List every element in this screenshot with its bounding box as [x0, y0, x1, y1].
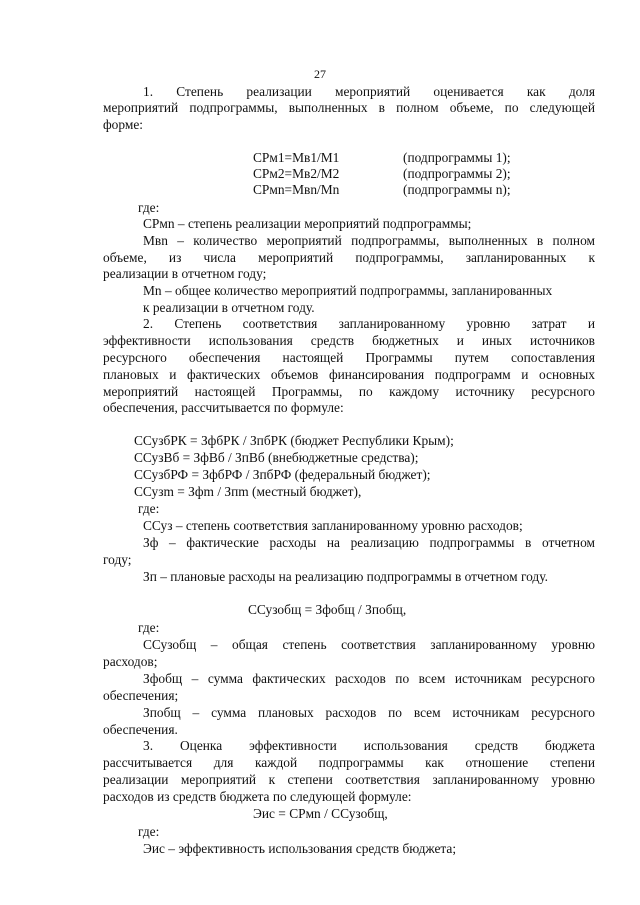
formula-srmn: СРмn=Мвn/Мn — [253, 182, 340, 197]
formula-srm2-note: (подпрограммы 2); — [403, 166, 511, 181]
s1-line3: форме: — [103, 117, 144, 132]
def-zfobsch-line2: обеспечения; — [103, 688, 179, 703]
def-zp: Зп – плановые расходы на реализацию подпрограммы в отчетном году. — [143, 569, 548, 584]
s3-line1: 3. Оценка эффективности использования средств бюджета — [143, 738, 595, 753]
def-zf-line2: году; — [103, 552, 132, 567]
def-ssuz: ССуз – степень соответствия запланированному уровню расходов; — [143, 518, 523, 533]
page-number: 27 — [314, 67, 326, 81]
def-mvn-line1: Мвn – количество мероприятий подпрограммы, выполненных в полном — [143, 233, 595, 248]
def-srmn: СРмn – степень реализации мероприятий подпрограммы; — [143, 216, 472, 231]
def-zpobsch-line1: Зпобщ – сумма плановых расходов по всем источникам ресурсного — [143, 705, 595, 720]
s2-line2: эффективности использования средств бюджетных и иных источников — [103, 333, 595, 348]
s3-line2: рассчитывается для каждой подпрограммы как отношение степени — [103, 755, 595, 770]
formula-srm2: СРм2=Мв2/М2 — [253, 166, 340, 181]
formula-eis: Эис = СРмn / ССузобщ, — [253, 806, 388, 821]
def-mn-line2: к реализации в отчетном году. — [143, 300, 315, 315]
def-zf-line1: Зф – фактические расходы на реализацию подпрограммы в отчетном — [143, 535, 595, 550]
formula-ssuz-brf: ССузбРФ = ЗфбРФ / ЗпбРФ (федеральный бюджет); — [134, 467, 431, 482]
def-eis: Эис – эффективность использования средств бюджета; — [143, 841, 457, 856]
s2-line6: обеспечения, рассчитывается по формуле: — [103, 400, 344, 415]
where-label-1: где: — [138, 200, 160, 215]
def-zfobsch-line1: Зфобщ – сумма фактических расходов по всем источникам ресурсного — [143, 671, 595, 686]
def-mvn-line3: реализации в отчетном году; — [103, 266, 267, 281]
formula-ssuz-vb: ССузВб = ЗфВб / ЗпВб (внебюджетные средства); — [134, 450, 419, 465]
def-mvn-line2: объеме, из числа мероприятий подпрограммы, запланированных к — [103, 250, 595, 265]
where-label-2: где: — [138, 501, 160, 516]
s3-line4: расходов из средств бюджета по следующей формуле: — [103, 789, 412, 804]
def-mn-line1: Мn – общее количество мероприятий подпрограммы, запланированных — [143, 283, 553, 298]
s3-line3: реализации мероприятий к степени соответствия запланированному уровню — [103, 772, 595, 787]
def-zpobsch-line2: обеспечения. — [103, 722, 178, 737]
formula-ssuz-brk: ССузбРК = ЗфбРК / ЗпбРК (бюджет Республики Крым); — [134, 433, 454, 448]
def-ssuzobsch-line2: расходов; — [103, 654, 158, 669]
where-label-4: где: — [138, 824, 160, 839]
s2-line4: плановых и фактических объемов финансирования подпрограмм и основных — [103, 367, 595, 382]
def-ssuzobsch-line1: ССузобщ – общая степень соответствия запланированному уровню — [143, 637, 595, 652]
s2-line3: ресурсного обеспечения настоящей Программы путем сопоставления — [103, 350, 595, 365]
formula-srmn-note: (подпрограммы n); — [403, 182, 511, 197]
formula-ssuz-m: ССузm = Зфm / Зпm (местный бюджет), — [134, 484, 362, 499]
formula-ssuz-total: ССузобщ = Зфобщ / Зпобщ, — [248, 602, 407, 617]
where-label-3: где: — [138, 620, 160, 635]
s2-line5: мероприятий настоящей Программы, по каждому источнику ресурсного — [103, 384, 595, 399]
formula-srm1-note: (подпрограммы 1); — [403, 150, 511, 165]
s1-line1: 1. Степень реализации мероприятий оценивается как доля — [143, 84, 595, 99]
s2-line1: 2. Степень соответствия запланированному уровню затрат и — [143, 316, 595, 331]
s1-line2: мероприятий подпрограммы, выполненных в полном объеме, по следующей — [103, 100, 595, 115]
formula-srm1: СРм1=Мв1/М1 — [253, 150, 340, 165]
